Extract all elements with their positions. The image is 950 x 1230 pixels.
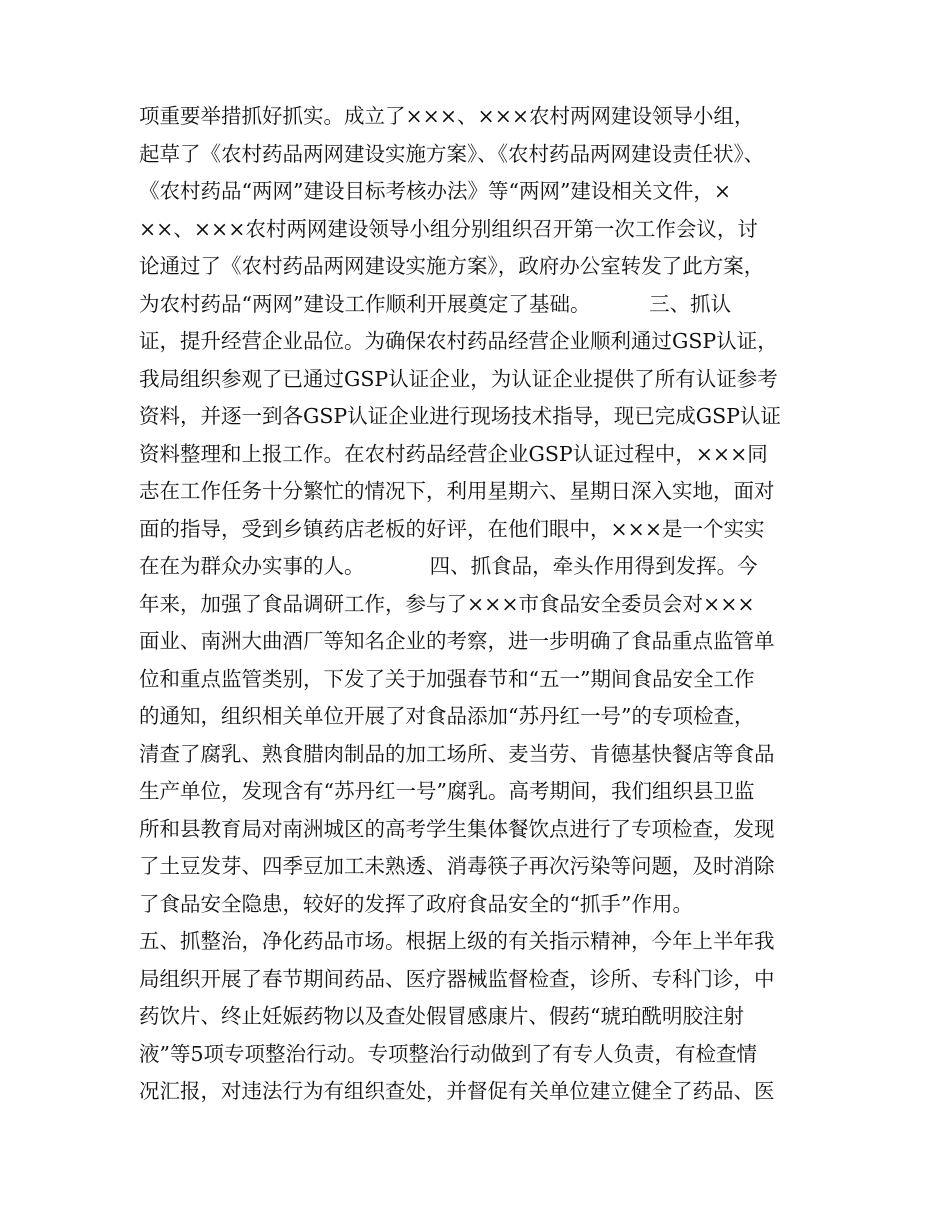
text-line: 为农村药品“两网”建设工作顺利开展奠定了基础。 三、抓认 bbox=[139, 291, 732, 316]
text-line: 面的指导，受到乡镇药店老板的好评，在他们眼中，×××是一个实实 bbox=[139, 516, 765, 541]
text-line: 年来，加强了食品调研工作，参与了×××市食品安全委员会对××× bbox=[139, 591, 755, 616]
text-line: 了土豆发芽、四季豆加工未熟透、消毒筷子再次污染等问题，及时消除 bbox=[139, 854, 775, 878]
text-line: 液”等5项专项整治行动。专项整治行动做到了有专人负责，有检查情 bbox=[139, 1041, 758, 1066]
body-text bbox=[139, 98, 819, 1111]
text-line: ××、×××农村两网建设领导小组分别组织召开第一次工作会议，讨 bbox=[139, 216, 758, 241]
text-line: 《农村药品“两网”建设目标考核办法》等“两网”建设相关文件，× bbox=[139, 179, 732, 203]
text-line: 药饮片、终止妊娠药物以及查处假冒感康片、假药“琥珀酰明胶注射 bbox=[139, 1004, 744, 1028]
text-line: 证，提升经营企业品位。为确保农村药品经营企业顺利通过GSP认证， bbox=[139, 329, 778, 353]
text-line: 志在工作任务十分繁忙的情况下，利用星期六、星期日深入实地，面对 bbox=[139, 479, 775, 503]
text-line: 资料，并逐一到各GSP认证企业进行现场技术指导，现已完成GSP认证 bbox=[139, 404, 781, 428]
text-line: 况汇报，对违法行为有组织查处，并督促有关单位建立健全了药品、医 bbox=[139, 1079, 775, 1103]
text-line: 起草了《农村药品两网建设实施方案》、《农村药品两网建设责任状》、 bbox=[139, 141, 765, 166]
text-line: 在在为群众办实事的人。 四、抓食品，牵头作用得到发挥。今 bbox=[139, 554, 758, 578]
text-line: 我局组织参观了已通过GSP认证企业，为认证企业提供了所有认证参考 bbox=[139, 366, 778, 391]
text-line: 位和重点监管类别，下发了关于加强春节和“五一”期间食品安全工作 bbox=[139, 666, 755, 691]
text-line: 的通知，组织相关单位开展了对食品添加“苏丹红一号”的专项检查， bbox=[139, 704, 755, 728]
text-line: 五、抓整治，净化药品市场。根据上级的有关指示精神，今年上半年我 bbox=[139, 929, 775, 953]
text-line: 清查了腐乳、熟食腊肉制品的加工场所、麦当劳、肯德基快餐店等食品 bbox=[139, 741, 775, 766]
text-line: 生产单位，发现含有“苏丹红一号”腐乳。高考期间，我们组织县卫监 bbox=[139, 779, 755, 803]
text-line: 所和县教育局对南洲城区的高考学生集体餐饮点进行了专项检查，发现 bbox=[139, 816, 775, 841]
text-line: 论通过了《农村药品两网建设实施方案》，政府办公室转发了此方案， bbox=[139, 254, 765, 278]
text-line: 面业、南洲大曲酒厂等知名企业的考察，进一步明确了食品重点监管单 bbox=[139, 629, 775, 653]
text-line: 局组织开展了春节期间药品、医疗器械监督检查，诊所、专科门诊，中 bbox=[139, 966, 775, 991]
text-line: 了食品安全隐患，较好的发挥了政府食品安全的“抓手”作用。 bbox=[139, 891, 693, 916]
text-line: 资料整理和上报工作。在农村药品经营企业GSP认证过程中，×××同 bbox=[139, 441, 768, 466]
text-line: 项重要举措抓好抓实。成立了×××、×××农村两网建设领导小组， bbox=[139, 104, 755, 128]
